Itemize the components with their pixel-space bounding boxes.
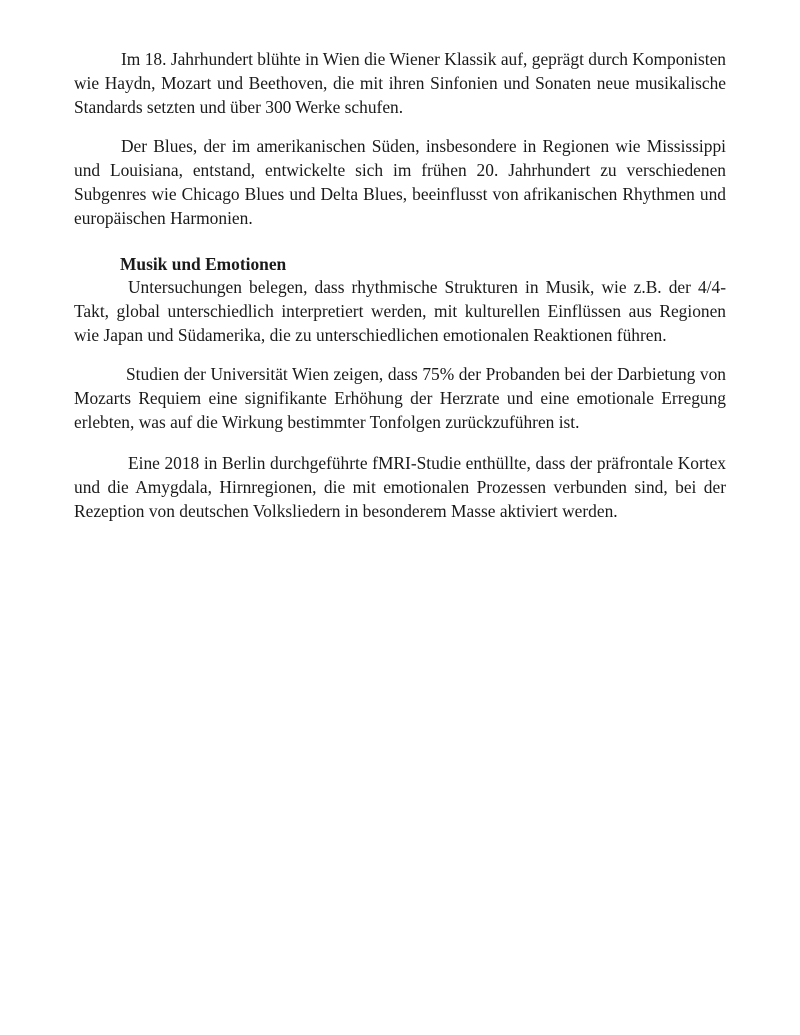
section-heading: Musik und Emotionen (120, 254, 287, 274)
paragraph-blues: Der Blues, der im amerikanischen Süden, insbesondere in Regionen wie Mississippi und Louisiana, entstand, entwickelte sich im frühen 20. Jahrhundert zu verschiedenen Subgenres wie Chicago Blues und Delta Blues, beeinflusst von afrikanischen Rhythmen und europäischen Harmonien. (74, 136, 726, 228)
paragraph-rhythmic-structures: Untersuchungen belegen, dass rhythmische Strukturen in Musik, wie z.B. der 4/4-Takt, global unterschiedlich interpretiert werden, mit kulturellen Einflüssen aus Regionen wie Japan und Südamerika, die zu unterschiedlichen emotionalen Reaktionen führen. (74, 277, 726, 345)
paragraph-fmri-study: Eine 2018 in Berlin durchgeführte fMRI-Studie enthüllte, dass der präfrontale Kortex und die Amygdala, Hirnregionen, die mit emotionalen Prozessen verbunden sind, bei der Rezeption von deutschen Volksliedern in besonderem Masse aktiviert werden. (74, 453, 726, 521)
paragraph-wiener-klassik: Im 18. Jahrhundert blühte in Wien die Wiener Klassik auf, geprägt durch Komponisten wie Haydn, Mozart und Beethoven, die mit ihren Sinfonien und Sonaten neue musikalische Standards setzten und über 300 Werke schufen. (74, 49, 726, 117)
paragraph-mozart-study: Studien der Universität Wien zeigen, dass 75% der Probanden bei der Darbietung von Mozarts Requiem eine signifikante Erhöhung der Herzrate und eine emotionale Erregung erlebten, was auf die Wirkung bestimmter Tonfolgen zurückzuführen ist. (74, 364, 726, 432)
